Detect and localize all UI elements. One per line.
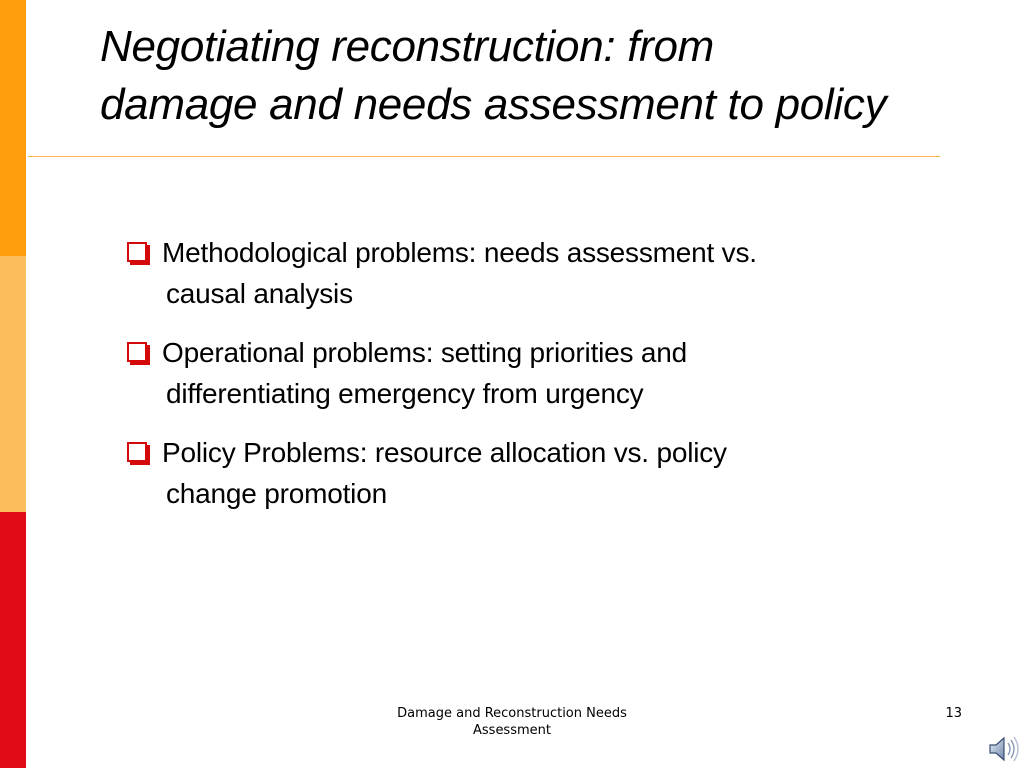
bullet-line: Operational problems: setting priorities and — [162, 337, 688, 368]
bullet-line: change promotion — [166, 478, 387, 509]
accent-bar-orange — [0, 0, 26, 256]
checkbox-square-icon — [127, 242, 147, 262]
bullet-line: differentiating emergency from urgency — [166, 378, 644, 409]
checkbox-square-icon — [127, 442, 147, 462]
bullet-line: causal analysis — [166, 278, 353, 309]
bullet-item-methodological — [124, 232, 924, 314]
footer-line-2: Assessment — [473, 723, 551, 738]
title-divider — [28, 156, 940, 157]
speaker-icon[interactable] — [986, 730, 1024, 768]
footer-line-1: Damage and Reconstruction Needs — [397, 706, 627, 721]
bullet-line: Methodological problems: needs assessment vs. — [162, 237, 757, 268]
bullet-list — [124, 232, 924, 532]
bullet-text — [162, 232, 924, 314]
slide-title-line-1: Negotiating reconstruction: from — [100, 22, 715, 71]
slide-title — [100, 18, 1000, 134]
bullet-text — [162, 432, 924, 514]
speaker-icon-graphic — [986, 730, 1024, 768]
slide-footer — [362, 705, 662, 739]
checkbox-square-icon — [127, 342, 147, 362]
accent-bar-light-orange — [0, 256, 26, 512]
bullet-item-policy — [124, 432, 924, 514]
bullet-item-operational — [124, 332, 924, 414]
page-number: 13 — [945, 706, 962, 721]
bullet-line: Policy Problems: resource allocation vs. policy — [162, 437, 727, 468]
accent-bar-red — [0, 512, 26, 768]
bullet-text — [162, 332, 924, 414]
slide-title-line-2: damage and needs assessment to policy — [100, 80, 887, 129]
